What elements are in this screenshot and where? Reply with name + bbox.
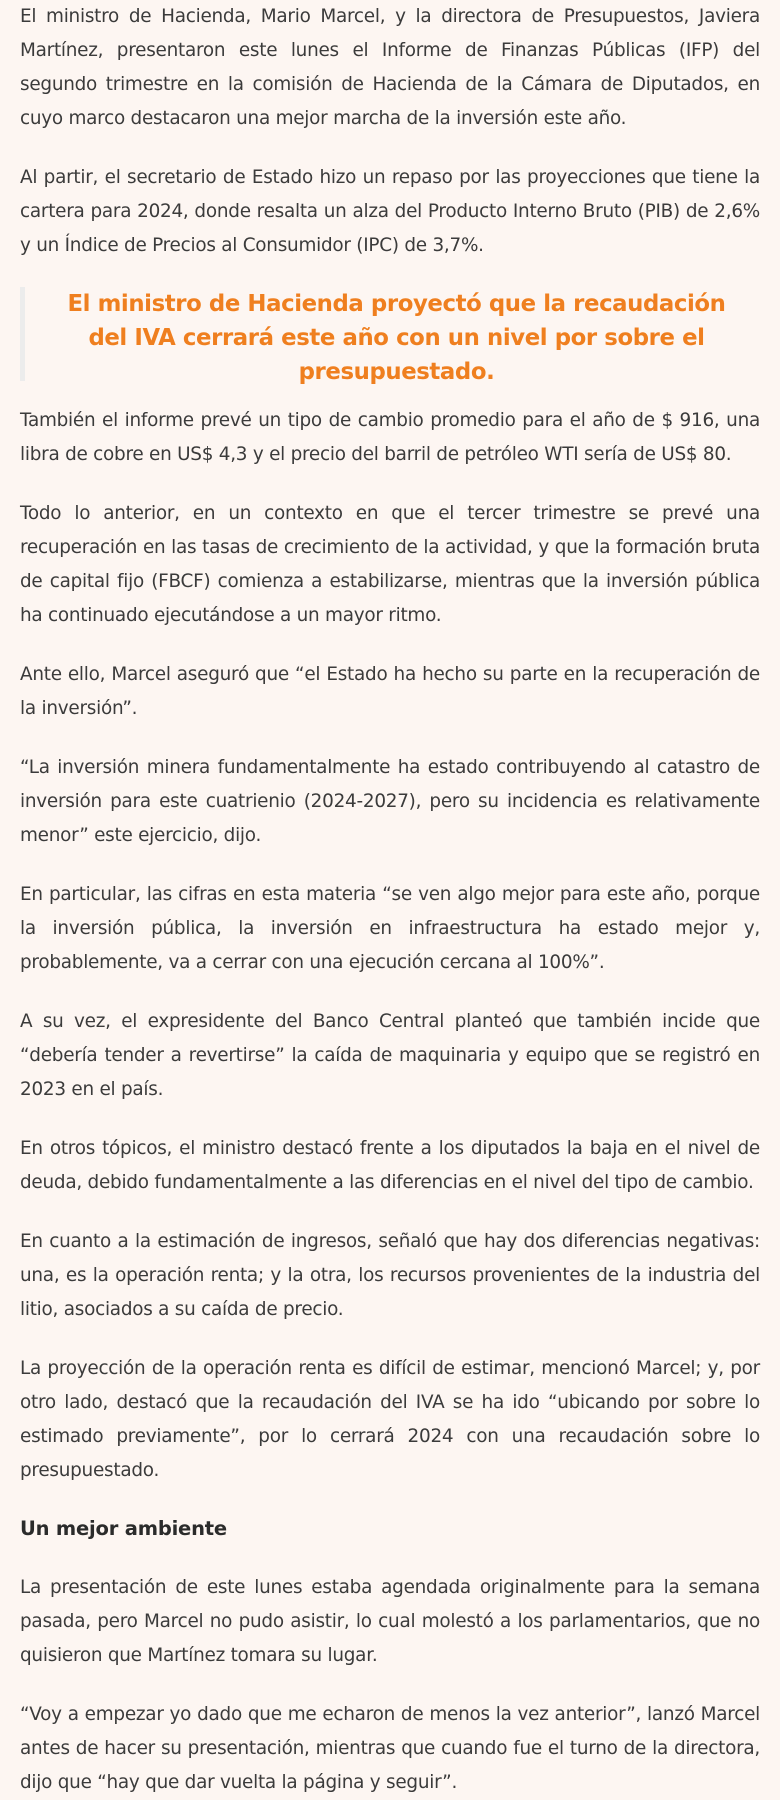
article-paragraph: A su vez, el expresidente del Banco Central planteó que también incide que “debería tender a revertirse” la caída de maquinaria y equipo que se registró en 2023 en el país.	[20, 1011, 760, 1100]
article-paragraph: En otros tópicos, el ministro destacó frente a los diputados la baja en el nivel de deuda, debido fundamentalmente a las diferencias en el nivel del tipo de cambio.	[20, 1138, 760, 1193]
article-paragraph: En particular, las cifras en esta materia “se ven algo mejor para este año, porque la inversión pública, la inversión en infraestructura ha estado mejor y, probablemente, va a cerrar con una ejecución cercana al 100%”.	[20, 884, 760, 973]
article-paragraph: Ante ello, Marcel aseguró que “el Estado ha hecho su parte en la recuperación de la inversión”.	[20, 664, 760, 719]
article-paragraph: La presentación de este lunes estaba agendada originalmente para la semana pasada, pero Marcel no pudo asistir, lo cual molestó a los parlamentarios, que no quisieron que Martínez tomara su lugar.	[20, 1577, 760, 1666]
article-paragraph: La proyección de la operación renta es difícil de estimar, mencionó Marcel; y, por otro lado, destacó que la recaudación del IVA se ha ido “ubicando por sobre lo estimado previamente”, por lo cerrará 2024 con una recaudación sobre lo presupuestado.	[20, 1358, 760, 1481]
pull-quote: El ministro de Hacienda proyectó que la recaudación del IVA cerrará este año con un nivel por sobre el presupuestado.	[20, 287, 760, 381]
article-paragraph: En cuanto a la estimación de ingresos, señaló que hay dos diferencias negativas: una, es la operación renta; y la otra, los recursos provenientes de la industria del litio, asociados a su caída de precio.	[20, 1231, 760, 1320]
article-paragraph: Al partir, el secretario de Estado hizo un repaso por las proyecciones que tiene la cartera para 2024, donde resalta un alza del Producto Interno Bruto (PIB) de 2,6% y un Índice de Precios al Consumidor (IPC) de 3,7%.	[20, 167, 760, 256]
article-paragraph: “Voy a empezar yo dado que me echaron de menos la vez anterior”, lanzó Marcel antes de hacer su presentación, mientras que cuando fue el turno de la directora, dijo que “hay que dar vuelta la página y seguir”.	[20, 1704, 760, 1793]
article-paragraph: También el informe prevé un tipo de cambio promedio para el año de $ 916, una libra de cobre en US$ 4,3 y el precio del barril de petróleo WTI sería de US$ 80.	[20, 410, 760, 465]
article-paragraph: El ministro de Hacienda, Mario Marcel, y la directora de Presupuestos, Javiera Martínez, presentaron este lunes el Informe de Finanzas Públicas (IFP) del segundo trimestre en la comisión de Hacienda de la Cámara de Diputados, en cuyo marco destacaron una mejor marcha de la inversión este año.	[20, 6, 760, 129]
article-paragraph: Todo lo anterior, en un contexto en que el tercer trimestre se prevé una recuperación en las tasas de crecimiento de la actividad, y que la formación bruta de capital fijo (FBCF) comienza a estabilizarse, mientras que la inversión pública ha continuado ejecutándose a un mayor ritmo.	[20, 503, 760, 626]
article-paragraph: “La inversión minera fundamentalmente ha estado contribuyendo al catastro de inversión para este cuatrienio (2024-2027), pero su incidencia es relativamente menor” este ejercicio, dijo.	[20, 757, 760, 846]
section-subheading: Un mejor ambiente	[20, 1517, 227, 1540]
